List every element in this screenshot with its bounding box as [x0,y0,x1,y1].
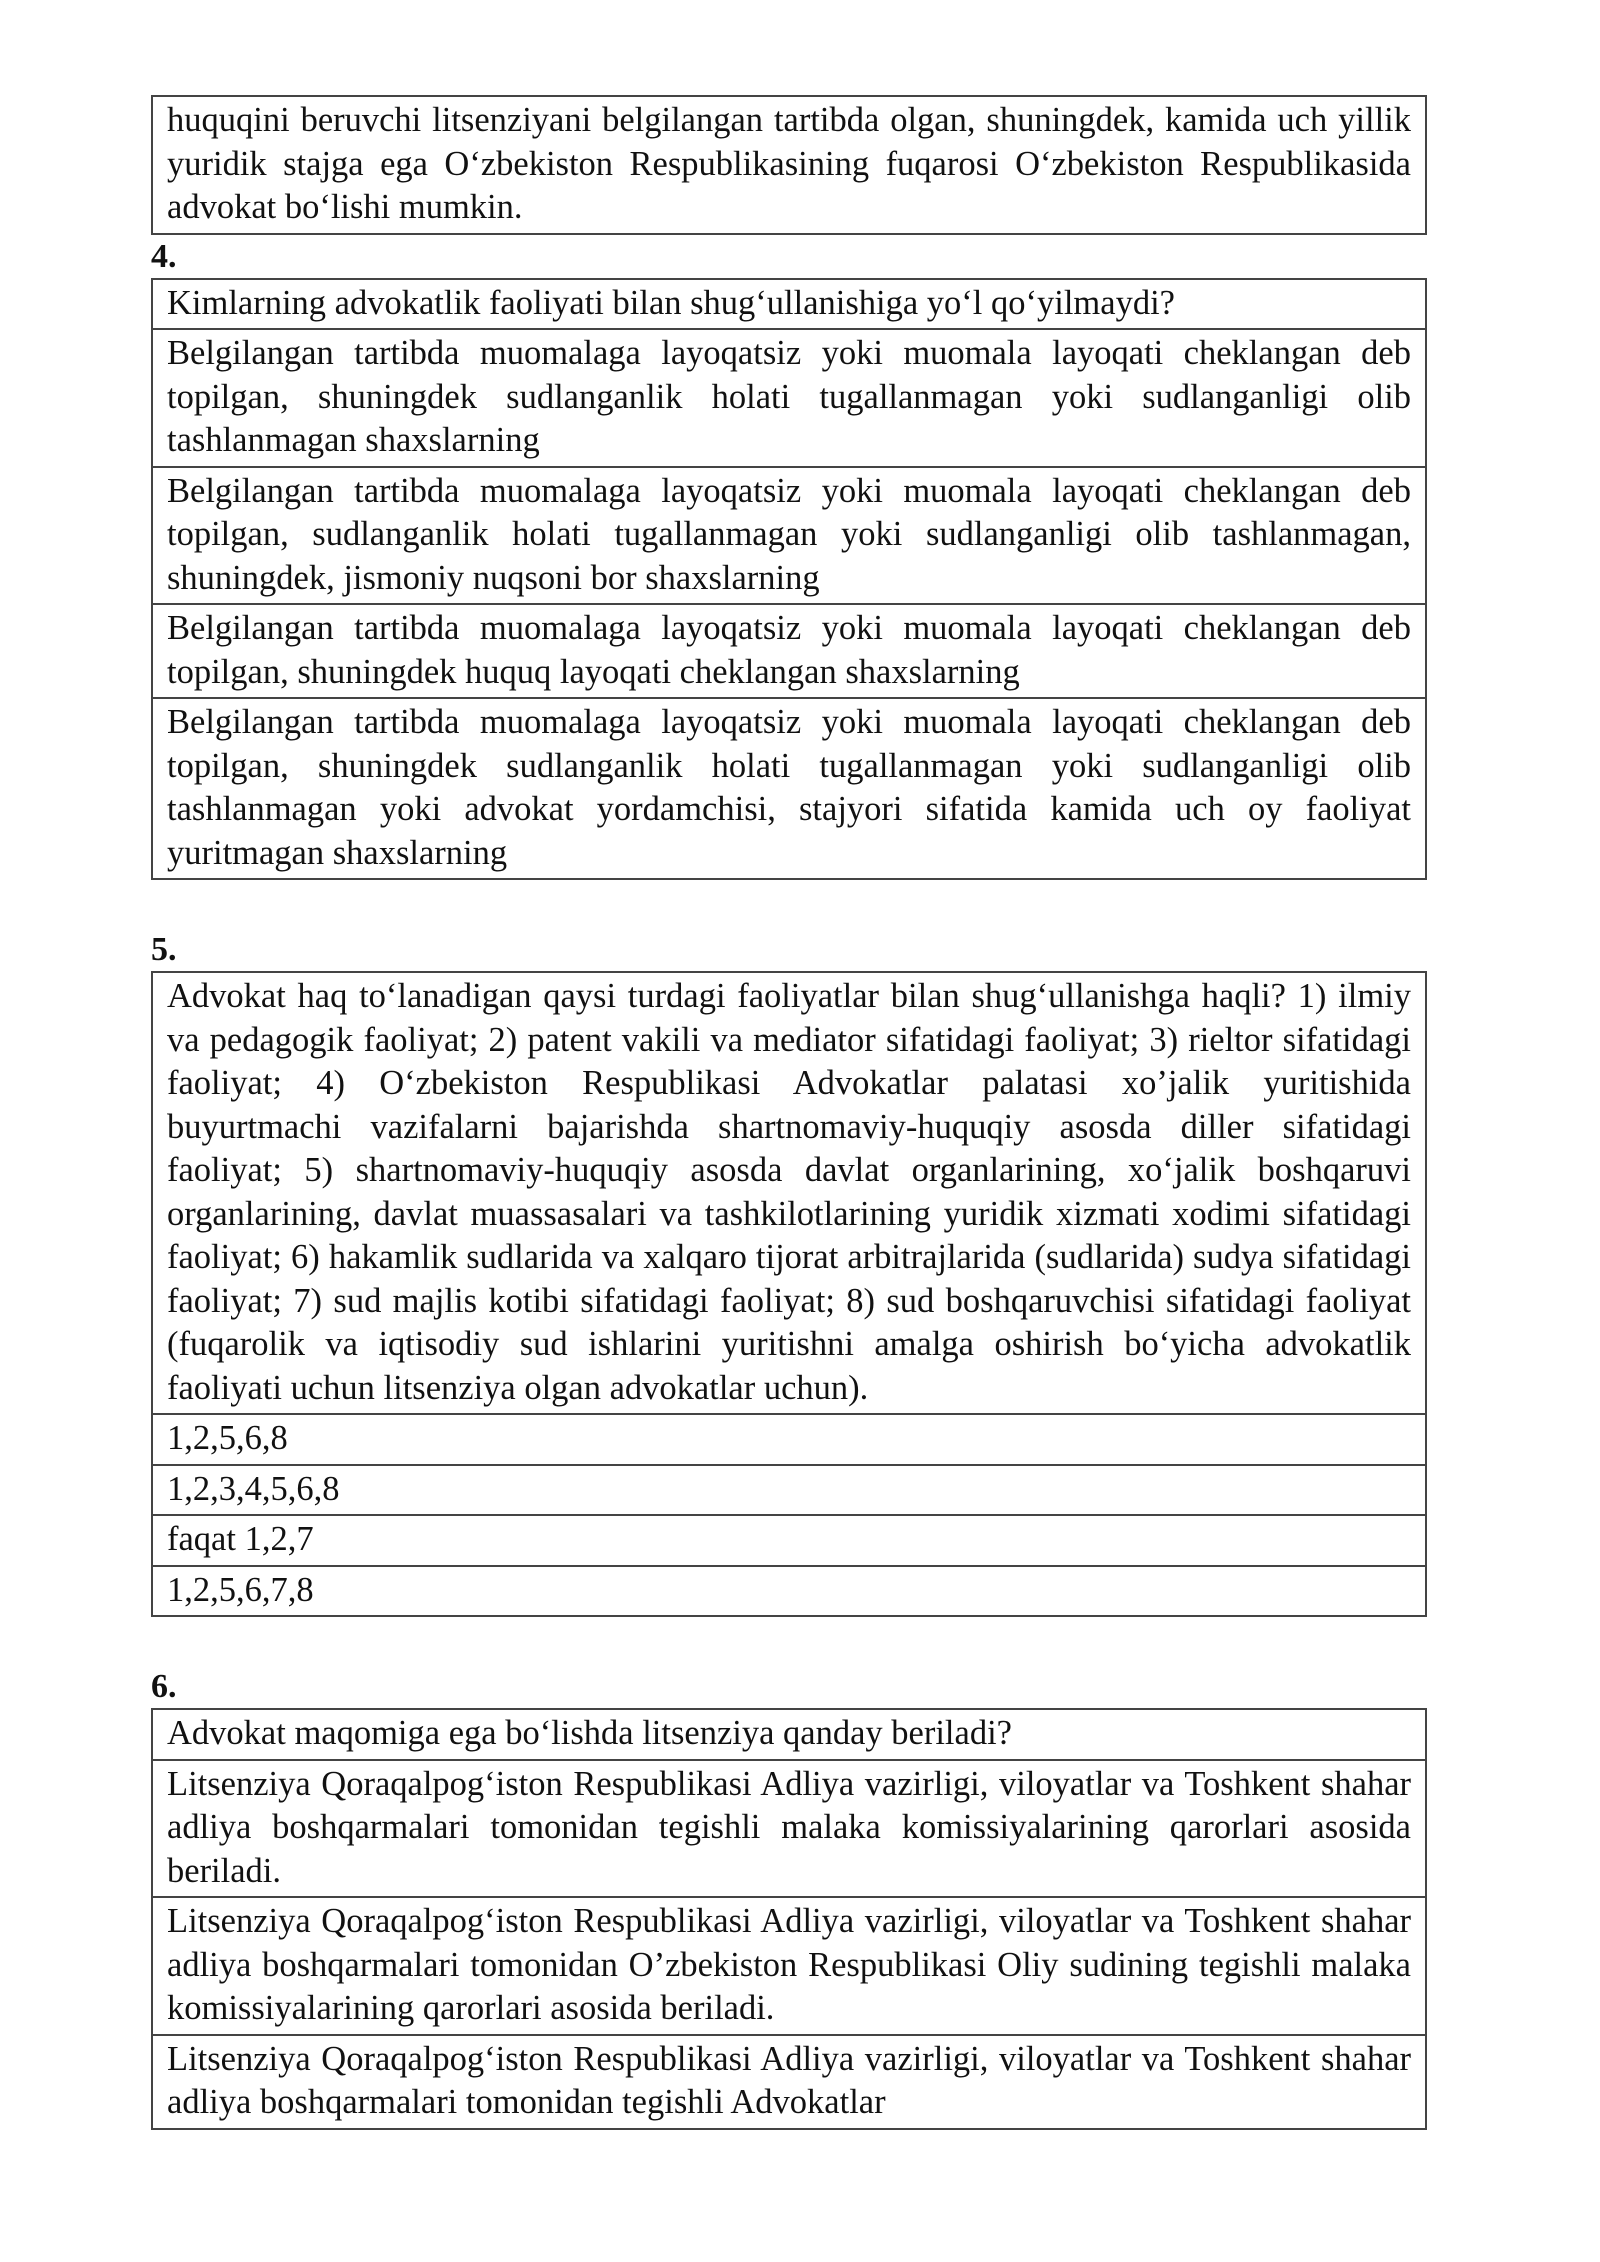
spacer [151,1617,1427,1665]
answer-option [152,467,1426,605]
table-row [152,96,1426,234]
question-row [152,972,1426,1414]
answer-option-text: 1,2,5,6,8 [152,1414,1426,1465]
document-page [151,95,1427,2130]
answer-option-text: Litsenziya Qoraqalpog‘iston Respublikasi Adliya vazirligi, viloyatlar va Toshkent shahar adliya boshqarmalari tomonidan tegishli malaka komissiyalarining qarorlari asosida beriladi. [152,1760,1426,1898]
question-number: 4. [151,237,177,275]
question-table [151,278,1427,881]
answer-option-text: Litsenziya Qoraqalpog‘iston Respublikasi Adliya vazirligi, viloyatlar va Toshkent shahar adliya boshqarmalari tomonidan O’zbekiston Respublikasi Oliy sudining tegishli malaka komissiyalarining qarorlari asosida beriladi. [152,1897,1426,2035]
question-text: Advokat haq to‘lanadigan qaysi turdagi faoliyatlar bilan shug‘ullanishga haqli? 1) ilmiy va pedagogik faoliyat; 2) patent vakili va mediator sifatidagi faoliyat; 3) rieltor sifatidagi faoliyat; 4) O‘zbekiston Respublikasi Advokatlar palatasi xo’jalik yuritishida buyurtmachi vazifalarni bajarishda shartnomaviy-huquqiy asosda diller sifatidagi faoliyat; 5) shartnomaviy-huquqiy asosda davlat organlarining, xo‘jalik boshqaruvi organlarining, davlat muassasalari va tashkilotlarining yuridik xizmati xodimi sifatidagi faoliyat; 6) hakamlik sudlarida va xalqaro tijorat arbitrajlarida (sudlarida) sudya sifatidagi faoliyat; 7) sud majlis kotibi sifatidagi faoliyat; 8) sud boshqaruvchisi sifatidagi faoliyat (fuqarolik va iqtisodiy sud ishlarini yuritishni amalga oshirish bo‘yicha advokatlik faoliyati uchun litsenziya olgan advokatlar uchun). [152,972,1426,1414]
question-number: 5. [151,931,177,968]
answer-option [152,1465,1426,1516]
continuation-text: huquqini beruvchi litsenziyani belgilangan tartibda olgan, shuningdek, kamida uch yillik yuridik stajga ega O‘zbekiston Respublikasining fuqarosi O‘zbekiston Respublikasida advokat bo‘lishi mumkin. [152,96,1426,234]
question-text: Advokat maqomiga ega bo‘lishda litsenziya qanday beriladi? [152,1709,1426,1760]
answer-option-text: Belgilangan tartibda muomalaga layoqatsiz yoki muomala layoqati cheklangan deb topilgan, shuningdek sudlanganlik holati tugallanmagan yoki sudlanganligi olib tashlanmagan shaxslarning [152,329,1426,467]
answer-option [152,1760,1426,1898]
answer-option-text: 1,2,5,6,7,8 [152,1566,1426,1617]
answer-option [152,604,1426,698]
answer-option-text: 1,2,3,4,5,6,8 [152,1465,1426,1516]
question-table [151,1708,1427,2130]
answer-option-text: Belgilangan tartibda muomalaga layoqatsiz yoki muomala layoqati cheklangan deb topilgan, sudlanganlik holati tugallanmagan yoki sudlanganligi olib tashlanmagan, shuningdek, jismoniy nuqsoni bor shaxslarning [152,467,1426,605]
answer-option-text: faqat 1,2,7 [152,1515,1426,1566]
answer-option [152,1515,1426,1566]
answer-option-text: Belgilangan tartibda muomalaga layoqatsiz yoki muomala layoqati cheklangan deb topilgan, shuningdek sudlanganlik holati tugallanmagan yoki sudlanganligi olib tashlanmagan yoki advokat yordamchisi, stajyori sifatida kamida uch oy faoliyat yuritmagan shaxslarning [152,698,1426,879]
answer-option [152,1897,1426,2035]
answer-option [152,329,1426,467]
question-text: Kimlarning advokatlik faoliyati bilan shug‘ullanishiga yo‘l qo‘yilmaydi? [152,279,1426,330]
spacer [151,880,1427,928]
continuation-table [151,95,1427,235]
question-row [152,279,1426,330]
answer-option [152,1414,1426,1465]
answer-option [152,2035,1426,2129]
answer-option [152,1566,1426,1617]
question-table [151,971,1427,1617]
answer-option-text: Belgilangan tartibda muomalaga layoqatsiz yoki muomala layoqati cheklangan deb topilgan, shuningdek huquq layoqati cheklangan shaxslarning [152,604,1426,698]
answer-option [152,698,1426,879]
answer-option-text: Litsenziya Qoraqalpog‘iston Respublikasi Adliya vazirligi, viloyatlar va Toshkent shahar adliya boshqarmalari tomonidan tegishli Advokatlar [152,2035,1426,2129]
question-number: 6. [151,1668,177,1705]
question-row [152,1709,1426,1760]
